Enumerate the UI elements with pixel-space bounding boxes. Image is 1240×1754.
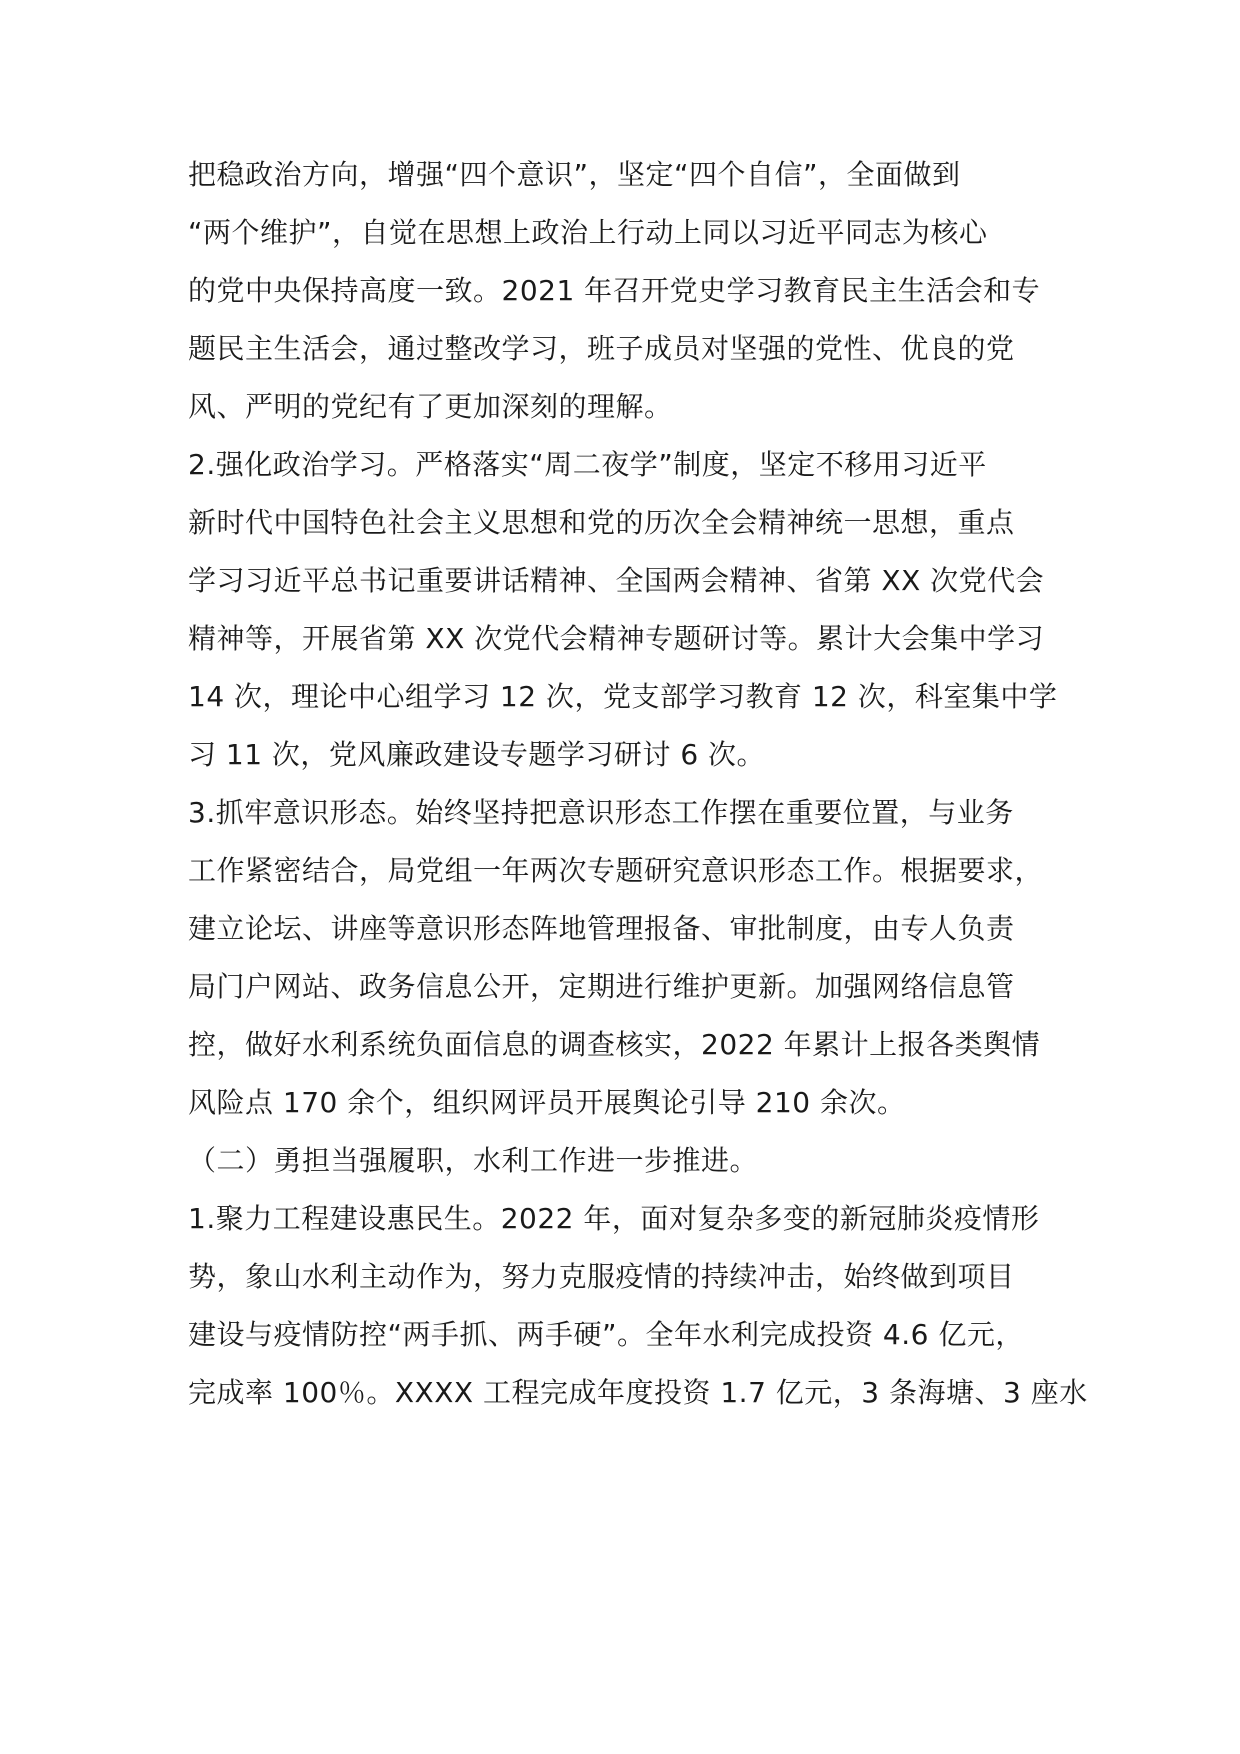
text-line: 建设与疫情防控“两手抓、两手硬”。全年水利完成投资 4.6 亿元， <box>188 1318 1024 1351</box>
text-line: 工作紧密结合，局党组一年两次专题研究意识形态工作。根据要求， <box>188 854 1044 887</box>
text-line: 建立论坛、讲座等意识形态阵地管理报备、审批制度，由专人负责 <box>188 912 1015 945</box>
text-line: 把稳政治方向，增强“四个意识”，坚定“四个自信”，全面做到 <box>188 158 961 191</box>
text-line: 新时代中国特色社会主义思想和党的历次全会精神统一思想，重点 <box>188 506 1015 539</box>
text-line: 的党中央保持高度一致。2021 年召开党史学习教育民主生活会和专 <box>188 274 1041 307</box>
text-line: 学习习近平总书记重要讲话精神、全国两会精神、省第 XX 次党代会 <box>188 564 1045 597</box>
text-line: 2.强化政治学习。严格落实“周二夜学”制度，坚定不移用习近平 <box>188 448 987 481</box>
text-line: 14 次，理论中心组学习 12 次，党支部学习教育 12 次，科室集中学 <box>188 680 1058 713</box>
text-line: “两个维护”，自觉在思想上政治上行动上同以习近平同志为核心 <box>188 216 988 249</box>
text-line: 完成率 100％。XXXX 工程完成年度投资 1.7 亿元，3 条海塘、3 座水 <box>188 1376 1088 1409</box>
text-line: 风险点 170 余个，组织网评员开展舆论引导 210 余次。 <box>188 1086 906 1119</box>
text-line: 势，象山水利主动作为，努力克服疫情的持续冲击，始终做到项目 <box>188 1260 1015 1293</box>
text-line: 局门户网站、政务信息公开，定期进行维护更新。加强网络信息管 <box>188 970 1015 1003</box>
text-line: 精神等，开展省第 XX 次党代会精神专题研讨等。累计大会集中学习 <box>188 622 1045 655</box>
text-line: 控，做好水利系统负面信息的调查核实，2022 年累计上报各类舆情 <box>188 1028 1041 1061</box>
section-heading: （二）勇担当强履职，水利工作进一步推进。 <box>188 1144 759 1177</box>
text-line: 习 11 次，党风廉政建设专题学习研讨 6 次。 <box>188 738 766 771</box>
text-line: 1.聚力工程建设惠民生。2022 年，面对复杂多变的新冠肺炎疫情形 <box>188 1202 1040 1235</box>
text-line: 风、严明的党纪有了更加深刻的理解。 <box>188 390 673 423</box>
text-line: 题民主生活会，通过整改学习，班子成员对坚强的党性、优良的党 <box>188 332 1015 365</box>
text-line: 3.抓牢意识形态。始终坚持把意识形态工作摆在重要位置，与业务 <box>188 796 1014 829</box>
